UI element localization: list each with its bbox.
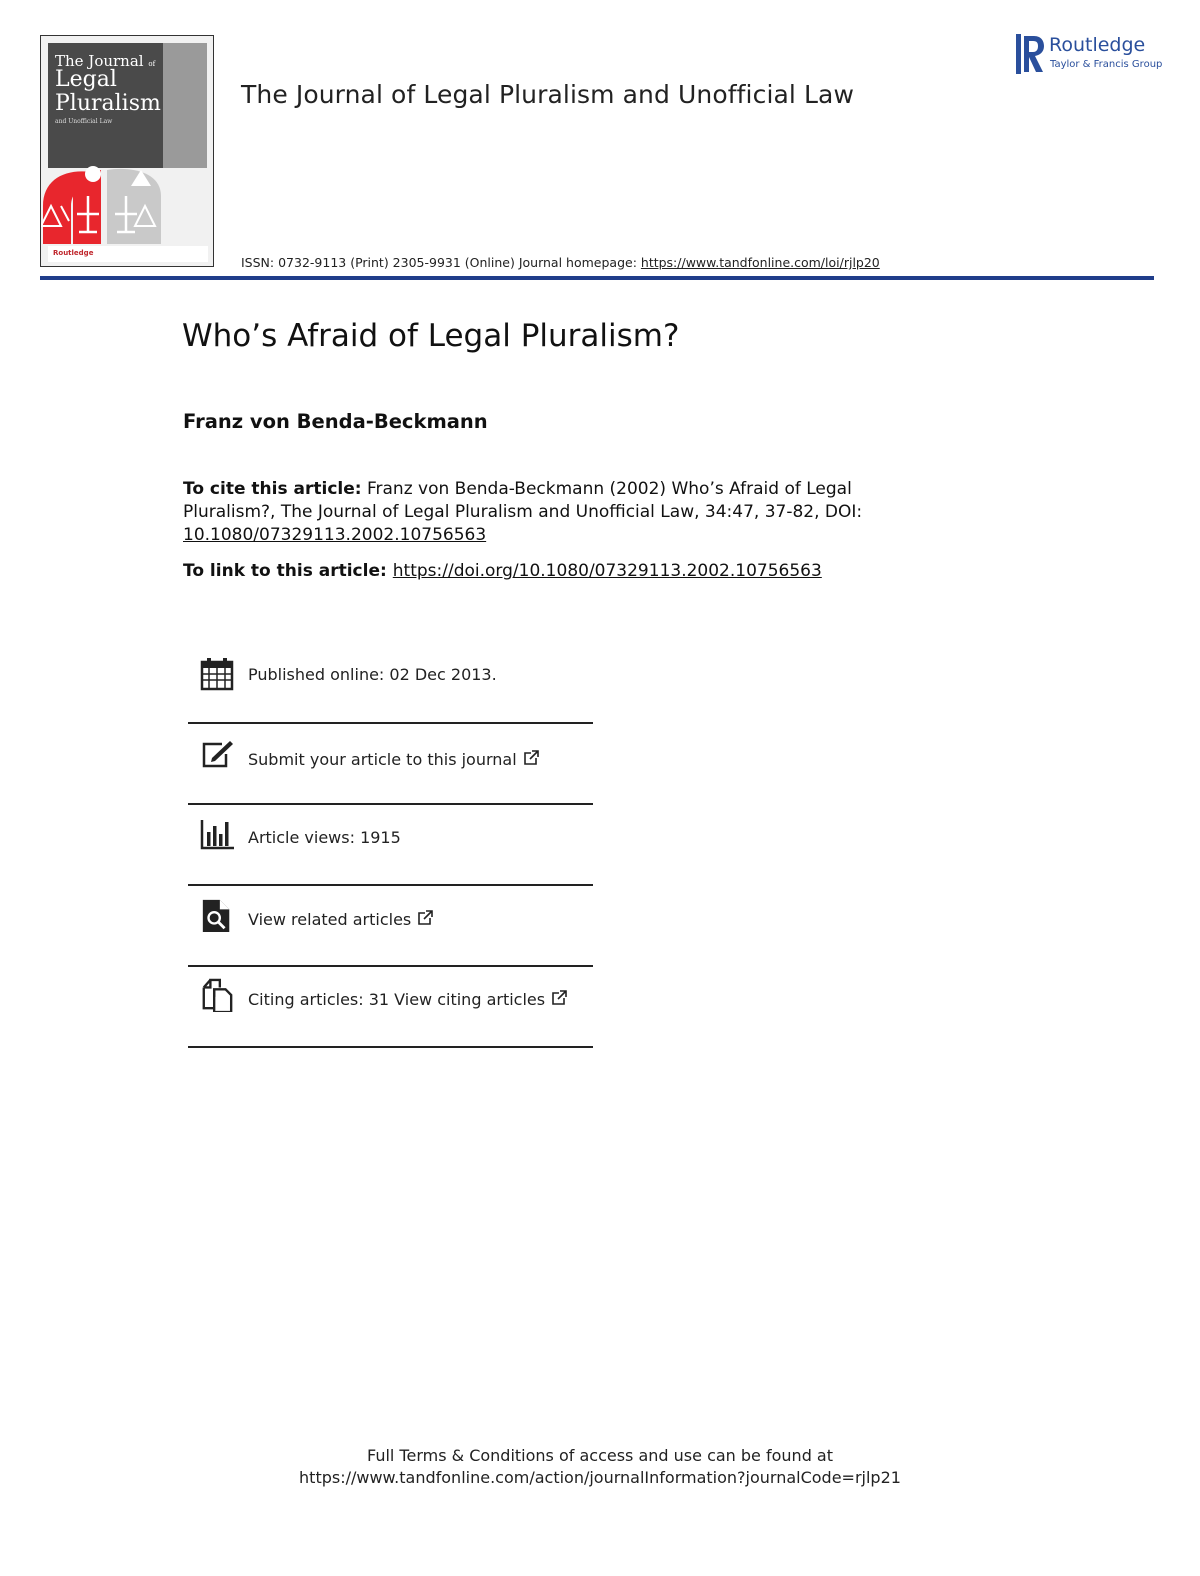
article-doi-url[interactable]: https://doi.org/10.1080/07329113.2002.10756563 [392,561,822,581]
issn-text: ISSN: 0732-9113 (Print) 2305-9931 (Online) Journal homepage: [241,255,641,270]
article-link-line [183,561,822,581]
footer-terms [0,1445,1200,1489]
routledge-r-icon [1016,34,1044,74]
issn-line [241,255,880,270]
routledge-subtitle: Taylor & Francis Group [1050,59,1163,70]
journal-title: The Journal of Legal Pluralism and Unofficial Law [241,80,854,109]
info-divider [188,965,593,967]
submit-article-link[interactable]: Submit your article to this journal [248,750,539,769]
journal-homepage-link[interactable]: https://www.tandfonline.com/loi/rjlp20 [640,255,880,270]
info-divider [188,722,593,724]
copy-documents-icon [200,978,234,1012]
cover-publisher-mark: Routledge [53,249,94,257]
cite-doi-link[interactable]: 10.1080/07329113.2002.10756563 [183,525,487,545]
related-articles-link[interactable]: View related articles [248,910,433,929]
routledge-logo [1016,34,1163,76]
external-link-icon [551,990,567,1006]
cover-title-line1: The Journal of [55,52,156,70]
citation-block [183,478,943,547]
footer-terms-text: Full Terms & Conditions of access and use can be found at [366,1446,834,1465]
journal-cover-image [40,35,214,267]
article-title: Who’s Afraid of Legal Pluralism? [182,318,680,354]
cover-title-line2: Legal [55,67,117,92]
cite-text: Franz von Benda-Beckmann (2002) Who’s Afraid of Legal Pluralism?, The Journal of Legal Pluralism and Unofficial Law, 34:47, 37-82, DOI: [183,479,863,522]
link-label: To link to this article: [183,561,387,581]
routledge-name: Routledge [1049,34,1146,56]
external-link-icon [417,910,433,926]
article-author: Franz von Benda-Beckmann [183,410,488,433]
info-divider [188,884,593,886]
info-divider [188,1046,593,1048]
info-divider [188,803,593,805]
document-search-icon [200,898,234,932]
footer-terms-url[interactable]: https://www.tandfonline.com/action/journalInformation?journalCode=rjlp21 [299,1468,901,1487]
edit-icon [200,738,234,772]
cover-title-line4: and Unofficial Law [55,118,113,125]
external-link-icon [523,750,539,766]
published-online-text: Published online: 02 Dec 2013. [248,665,497,684]
article-views-text: Article views: 1915 [248,828,401,847]
citing-articles-link[interactable]: Citing articles: 31 View citing articles [248,990,567,1009]
header-divider [40,276,1154,280]
bar-chart-icon [200,818,234,852]
cover-title-line3: Pluralism [55,91,161,116]
cover-scales-graphic [41,166,213,248]
calendar-icon [200,657,234,691]
citing-articles-item[interactable] [188,978,593,1056]
cite-label: To cite this article: [183,479,362,499]
